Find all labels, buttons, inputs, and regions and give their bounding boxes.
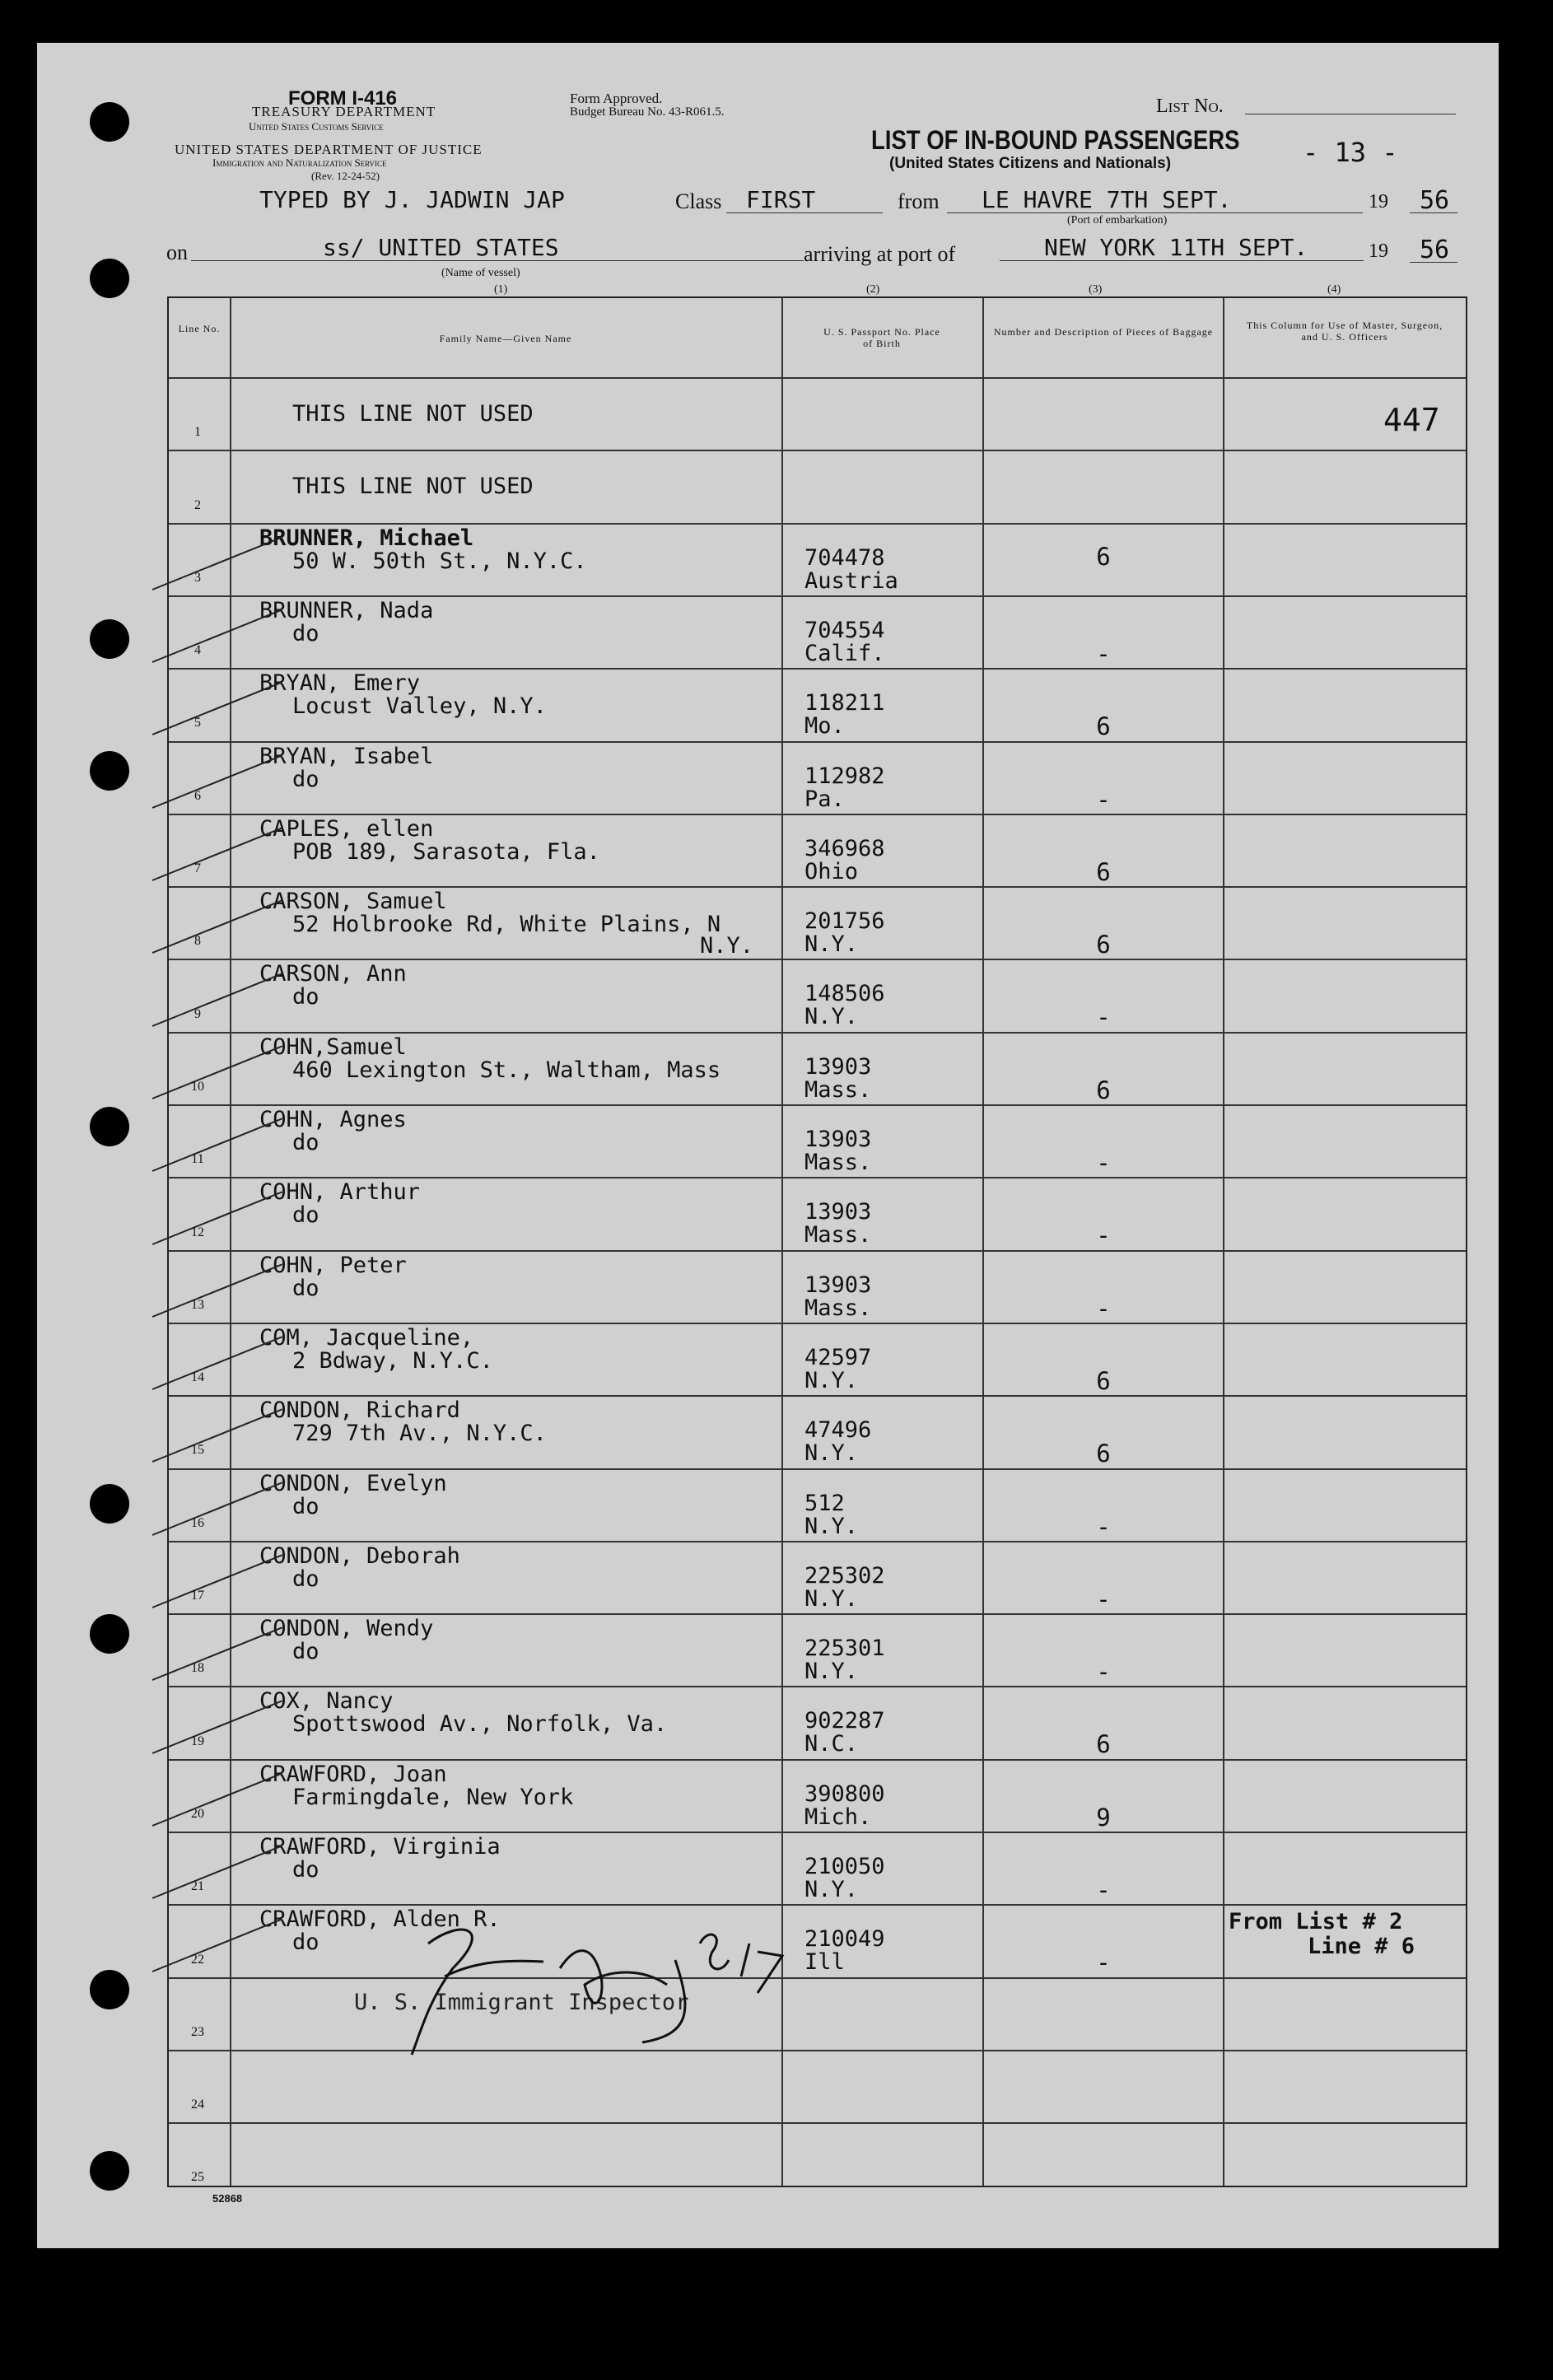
table-row (169, 2050, 1466, 2122)
port-embarkation: LE HAVRE 7TH SEPT. (982, 186, 1232, 213)
place-of-birth: Mass. (804, 1076, 872, 1103)
place-of-birth: Mass. (804, 1150, 872, 1175)
table-row (169, 886, 1466, 959)
class-value: FIRST (746, 186, 816, 213)
line-number: 17 (191, 1589, 204, 1603)
arriving-label: arriving at port of (804, 242, 956, 266)
place-of-birth: N.Y. (804, 931, 859, 958)
passenger-address: do (292, 1930, 319, 1956)
place-of-birth: Mich. (804, 1804, 872, 1830)
place-of-birth: Ill (804, 1949, 845, 1976)
line-number: 11 (191, 1152, 204, 1167)
passenger-name: CONDON, Deborah (259, 1542, 460, 1569)
port-caption: (Port of embarkation) (1067, 214, 1168, 226)
place-of-birth: Mass. (804, 1295, 872, 1321)
line-number: 24 (191, 2098, 204, 2112)
typed-by: TYPED BY J. JADWIN JAP (259, 186, 565, 213)
baggage-count: - (1096, 1658, 1111, 1687)
passenger-name: THIS LINE NOT USED (292, 474, 534, 500)
passenger-name: CAPLES, ellen (259, 815, 434, 842)
class-label: Class (675, 189, 722, 213)
punch-hole (90, 1970, 129, 2009)
table-row (169, 1468, 1466, 1541)
baggage-count: 6 (1096, 1076, 1111, 1104)
table-row (169, 595, 1466, 668)
passenger-name: THIS LINE NOT USED (292, 401, 534, 427)
passenger-name: CRAWFORD, Joan (259, 1761, 447, 1787)
treasury-dept: TREASURY DEPARTMENT (252, 104, 436, 119)
passenger-name: CRAWFORD, Alden R. (259, 1906, 501, 1933)
line-number: 9 (194, 1006, 201, 1021)
passport-number: 42597 (804, 1344, 872, 1370)
punch-hole (90, 751, 129, 791)
table-row (169, 377, 1466, 450)
baggage-count: 6 (1096, 542, 1111, 571)
baggage-count: - (1096, 1294, 1111, 1323)
vessel-name: ss/ UNITED STATES (323, 234, 559, 261)
budget-bureau: Budget Bureau No. 43-R061.5. (570, 105, 725, 119)
col-index-3: (3) (1089, 283, 1103, 296)
punch-hole (90, 619, 129, 659)
line-number: 16 (191, 1515, 204, 1530)
baggage-count: - (1096, 1003, 1111, 1032)
punch-hole (90, 1484, 129, 1524)
passenger-name: COX, Nancy (259, 1688, 394, 1715)
document-subtitle: (United States Citizens and Nationals) (889, 155, 1172, 172)
baggage-count: - (1096, 1149, 1111, 1177)
passenger-address: do (292, 1130, 319, 1155)
passport-number: 704478 (804, 544, 885, 571)
passenger-address: Spottswood Av., Norfolk, Va. (292, 1711, 668, 1738)
passport-number: 210049 (804, 1926, 885, 1953)
baggage-count: - (1096, 785, 1111, 814)
baggage-count: - (1096, 1584, 1111, 1613)
document-title: LIST OF IN-BOUND PASSENGERS (871, 125, 1240, 155)
line-number: 25 (191, 2170, 204, 2185)
passenger-address: 2 Bdway, N.Y.C. (292, 1347, 493, 1374)
line-number: 14 (191, 1370, 204, 1385)
line-number: 8 (194, 934, 201, 949)
passport-number: 13903 (804, 1272, 872, 1298)
table-row (169, 1832, 1466, 1904)
line-number: 22 (191, 1952, 204, 1967)
passport-number: 346968 (804, 835, 885, 861)
form-number: FORM I-416 (288, 87, 398, 110)
line-number: 23 (191, 2024, 204, 2039)
passport-number: 390800 (804, 1780, 885, 1807)
punch-hole (90, 1107, 129, 1146)
table-row (169, 450, 1466, 522)
baggage-count: - (1096, 1948, 1111, 1977)
list-no-label: List No. (1156, 96, 1224, 117)
punch-hole (90, 1614, 129, 1654)
line-note: Line # 6 (1308, 1934, 1415, 1959)
table-row (169, 1686, 1466, 1758)
passenger-address: 460 Lexington St., Waltham, Mass (292, 1057, 721, 1083)
passenger-name: COHN, Arthur (259, 1179, 421, 1206)
place-of-birth: N.C. (804, 1731, 859, 1757)
passenger-address: do (292, 984, 319, 1010)
port-arrival: NEW YORK 11TH SEPT. (1044, 234, 1308, 261)
header-officers: This Column for Use of Master, Surgeon, and U. S. Officers (1246, 320, 1443, 343)
passenger-address: do (292, 620, 319, 646)
line-number: 1 (194, 425, 201, 440)
year-embark: 56 (1420, 186, 1450, 215)
passenger-name: COM, Jacqueline, (259, 1324, 474, 1351)
punch-hole (90, 102, 129, 142)
doj: UNITED STATES DEPARTMENT OF JUSTICE (175, 142, 483, 157)
table-row (169, 1395, 1466, 1468)
punch-hole (90, 2151, 129, 2191)
year-prefix: 19 (1369, 191, 1388, 212)
table-row (169, 1323, 1466, 1395)
place-of-birth: Ohio (804, 858, 859, 884)
form-approved: Form Approved. (570, 91, 663, 106)
place-of-birth: N.Y. (804, 1585, 859, 1612)
passenger-address: do (292, 1857, 319, 1883)
passport-number: 225302 (804, 1562, 885, 1589)
passenger-address: do (292, 1639, 319, 1665)
place-of-birth: Mo. (804, 713, 845, 740)
baggage-count: - (1096, 1512, 1111, 1541)
header-baggage: Number and Description of Pieces of Baggage (993, 326, 1214, 338)
passenger-address: do (292, 1275, 319, 1301)
table-row (169, 1541, 1466, 1613)
passenger-name: BRUNNER, Nada (259, 597, 434, 623)
table-row (169, 1613, 1466, 1686)
table-row (169, 741, 1466, 814)
passenger-address: Farmingdale, New York (292, 1784, 574, 1810)
stamp-447: 447 (1383, 402, 1440, 438)
passenger-name: BRUNNER, Michael (259, 525, 474, 551)
passenger-name: CONDON, Richard (259, 1398, 460, 1424)
passenger-name: BRYAN, Isabel (259, 743, 434, 769)
table-row (169, 1759, 1466, 1832)
passenger-name: COHN, Peter (259, 1252, 407, 1278)
baggage-count: - (1096, 1876, 1111, 1904)
line-number: 7 (194, 861, 201, 876)
passenger-address: POB 189, Sarasota, Fla. (292, 838, 600, 865)
passenger-address: do (292, 1493, 319, 1519)
passport-number: 201756 (804, 908, 885, 935)
place-of-birth: N.Y. (804, 1513, 859, 1539)
passenger-address-cont: N.Y. (700, 933, 754, 959)
baggage-count: 6 (1096, 1730, 1111, 1759)
year-line-2 (1410, 262, 1457, 263)
vessel-caption: (Name of vessel) (441, 267, 520, 279)
table-row (169, 1104, 1466, 1177)
passenger-name: CONDON, Wendy (259, 1616, 434, 1642)
passenger-name: CARSON, Ann (259, 961, 407, 987)
baggage-count: 6 (1096, 1440, 1111, 1468)
passenger-name: COHN, Agnes (259, 1107, 407, 1132)
vessel-line (191, 260, 804, 261)
passenger-name: CONDON, Evelyn (259, 1470, 447, 1496)
year-prefix-2: 19 (1369, 240, 1388, 262)
arriving-line (1000, 260, 1364, 261)
form-rev: (Rev. 12-24-52) (311, 170, 380, 182)
passenger-name: CARSON, Samuel (259, 889, 447, 915)
table-row (169, 1177, 1466, 1249)
line-number: 4 (194, 643, 201, 658)
line-number: 12 (191, 1225, 204, 1239)
passport-number: 225301 (804, 1636, 885, 1662)
inspector-text: U. S. Immigrant Inspector (354, 1990, 689, 2015)
passenger-table (167, 296, 1467, 2187)
baggage-count: - (1096, 1221, 1111, 1250)
baggage-count: 6 (1096, 1366, 1111, 1395)
from-list-note: From List # 2 (1229, 1909, 1403, 1934)
on-label: on (166, 240, 188, 264)
place-of-birth: N.Y. (804, 1004, 859, 1030)
passport-number: 112982 (804, 763, 885, 789)
class-line (726, 212, 883, 213)
col-index-1: (1) (494, 283, 508, 296)
passenger-name: COHN,Samuel (259, 1034, 407, 1060)
passport-number: 47496 (804, 1417, 872, 1444)
baggage-count: - (1096, 639, 1111, 668)
table-row (169, 523, 1466, 595)
customs-service: United States Customs Service (249, 120, 384, 133)
line-number: 15 (191, 1443, 204, 1458)
header-name: Family Name—Given Name (439, 333, 572, 344)
place-of-birth: Mass. (804, 1222, 872, 1248)
page-number: - 13 - (1303, 137, 1398, 168)
line-number: 10 (191, 1079, 204, 1094)
header-line-no: Line No. (178, 323, 221, 334)
footer-code: 52868 (212, 2192, 243, 2205)
passport-number: 13903 (804, 1053, 872, 1080)
table-row (169, 668, 1466, 740)
place-of-birth: N.Y. (804, 1367, 859, 1393)
year-line (1410, 212, 1457, 213)
table-row (169, 2122, 1466, 2195)
line-number: 13 (191, 1297, 204, 1312)
passport-number: 13903 (804, 1127, 872, 1152)
place-of-birth: Calif. (804, 640, 885, 666)
inspector-signature (395, 1911, 823, 2059)
passport-number: 148506 (804, 981, 885, 1007)
passenger-address: Locust Valley, N.Y. (292, 693, 547, 720)
baggage-count: 6 (1096, 931, 1111, 959)
line-number: 6 (194, 788, 201, 803)
table-row (169, 1032, 1466, 1104)
table-row (169, 1250, 1466, 1323)
baggage-count: 6 (1096, 857, 1111, 886)
passenger-address: 50 W. 50th St., N.Y.C. (292, 548, 587, 574)
place-of-birth: Austria (804, 567, 898, 594)
line-number: 20 (191, 1806, 204, 1821)
year-arrival: 56 (1420, 236, 1450, 264)
passport-number: 13903 (804, 1199, 872, 1225)
baggage-count: 6 (1096, 712, 1111, 741)
passenger-address: do (292, 766, 319, 792)
passenger-address: do (292, 1202, 319, 1229)
punch-hole (90, 259, 129, 298)
from-label: from (898, 189, 940, 213)
passport-number: 512 (804, 1490, 845, 1516)
passport-number: 902287 (804, 1708, 885, 1734)
table-row (169, 814, 1466, 886)
col-index-4: (4) (1327, 283, 1341, 296)
line-number: 2 (194, 497, 201, 512)
line-number: 5 (194, 716, 201, 730)
passenger-address: do (292, 1566, 319, 1592)
place-of-birth: Pa. (804, 786, 845, 812)
passenger-name: CRAWFORD, Virginia (259, 1834, 501, 1860)
passport-number: 210050 (804, 1854, 885, 1879)
from-line (947, 212, 1363, 213)
baggage-count: 9 (1096, 1803, 1111, 1832)
line-number: 21 (191, 1879, 204, 1894)
passport-number: 118211 (804, 690, 885, 716)
table-row (169, 959, 1466, 1031)
line-number: 18 (191, 1661, 204, 1676)
ins-service: Immigration and Naturalization Service (212, 156, 387, 169)
line-number: 3 (194, 570, 201, 585)
passenger-address: 52 Holbrooke Rd, White Plains, N (292, 912, 721, 938)
line-number: 19 (191, 1734, 204, 1748)
passenger-address: 729 7th Av., N.Y.C. (292, 1421, 547, 1447)
signature-date (700, 1927, 702, 1928)
place-of-birth: N.Y. (804, 1440, 859, 1467)
place-of-birth: N.Y. (804, 1877, 859, 1902)
passenger-name: BRYAN, Emery (259, 670, 421, 697)
passport-number: 704554 (804, 617, 885, 643)
place-of-birth: N.Y. (804, 1659, 859, 1685)
col-index-2: (2) (866, 283, 880, 296)
header-passport: U. S. Passport No. Place of Birth (823, 326, 940, 349)
